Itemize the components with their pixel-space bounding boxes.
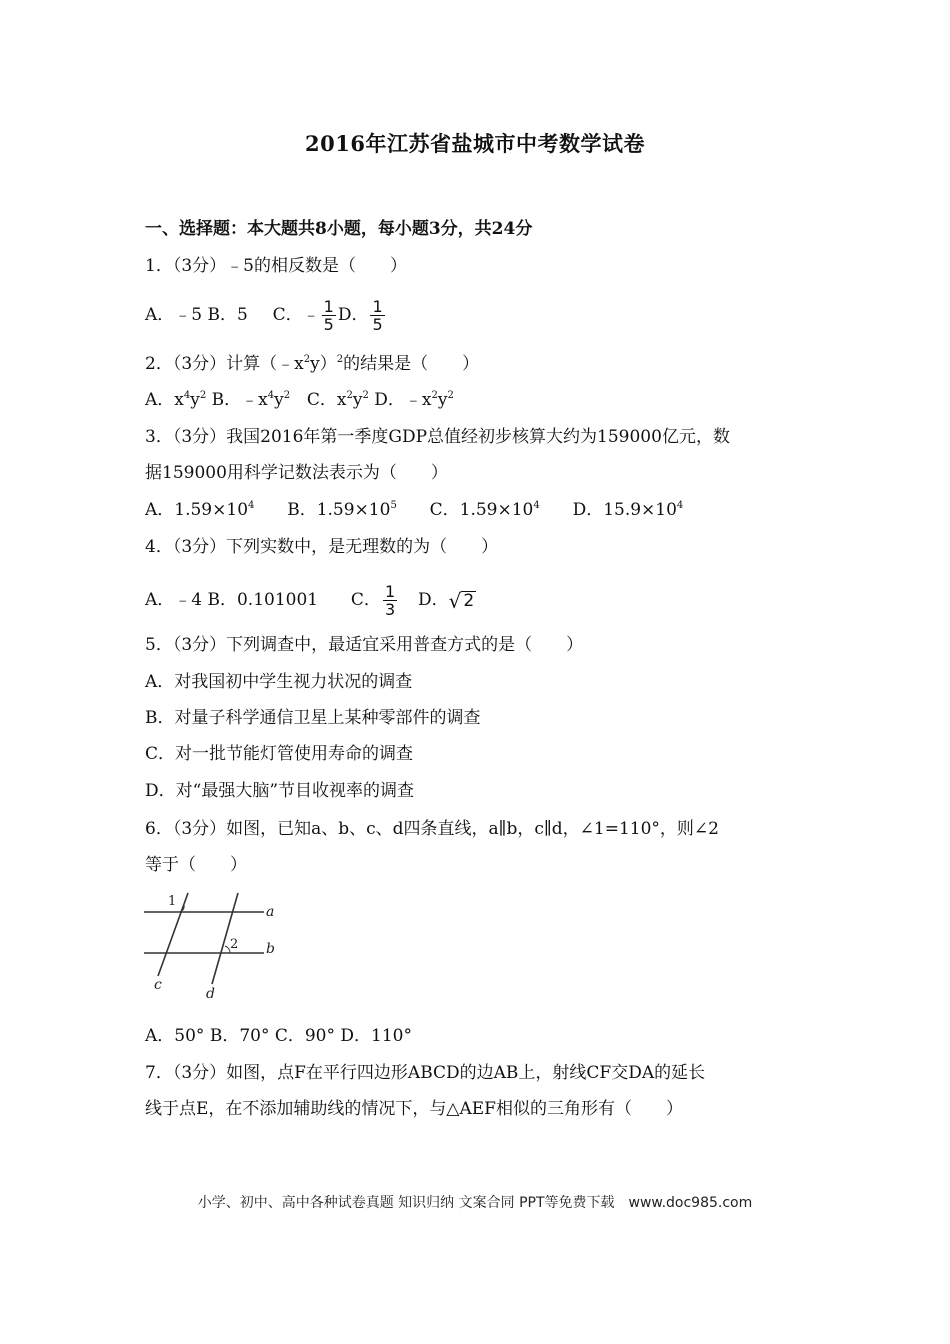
q1-option-d-prefix: D． — [337, 305, 369, 325]
question-1-stem: 1．（3分）﹣5的相反数是（ ） — [145, 256, 407, 276]
angle-2-label: 2 — [230, 937, 239, 952]
q1-option-c-prefix: C．﹣ — [272, 305, 320, 325]
question-7-stem-line2: 线于点E，在不添加辅助线的情况下，与△AEF相似的三角形有（ ） — [145, 1099, 683, 1119]
q3-option-b: B．$1.59\times 10^5$ — [287, 500, 397, 520]
question-3-options — [145, 498, 683, 522]
q2-option-c: C．$x^2y^2$ — [306, 390, 369, 410]
q5-option-d: D．对“最强大脑”节目收视率的调查 — [145, 781, 415, 801]
q4-option-d-prefix: D． — [417, 590, 449, 610]
fraction-denominator: 5 — [372, 315, 383, 334]
q4-option-d-sqrt — [448, 588, 477, 613]
q2-stem-part: 的结果是（ ） — [343, 354, 480, 374]
line-a-label: a — [266, 904, 275, 920]
q2-stem-part: 2．（3分）计算（﹣x — [145, 354, 304, 374]
q1-option-b: B．5 — [207, 305, 248, 325]
question-3-stem-line1: 3．（3分）我国2016年第一季度GDP总值经初步核算大约为159000亿元，数 — [145, 427, 730, 447]
q4-option-b: B．0.101001 — [207, 590, 319, 610]
q1-option-c-fraction — [322, 298, 336, 333]
q3-option-a: A．$1.59\times 10^4$ — [145, 500, 255, 520]
q3-option-d: D．$15.9\times 10^4$ — [572, 500, 684, 520]
page-title: 2016年江苏省盐城市中考数学试卷 — [305, 131, 645, 156]
line-c-label: c — [154, 977, 162, 993]
q1-option-a: A．﹣5 — [145, 305, 203, 325]
question-2-stem — [145, 352, 479, 376]
question-6-stem-line1: 6．（3分）如图，已知a、b、c、d四条直线，a∥b，c∥d，∠1=110°，则∠2 — [145, 819, 719, 839]
q4-option-a: A．﹣4 — [145, 590, 203, 610]
q4-option-c-prefix: C． — [350, 590, 381, 610]
q1-option-d-fraction — [370, 298, 384, 333]
question-1-options — [145, 298, 387, 333]
q6-option-c: C．90° — [274, 1026, 335, 1046]
q2-option-b: B．$﹣x^4y^2$ — [211, 390, 291, 410]
section-heading: 一、选择题：本大题共8小题，每小题3分，共24分 — [145, 219, 533, 239]
fraction-numerator: 1 — [384, 582, 396, 601]
exponent: 2 — [336, 354, 344, 365]
question-2-options — [145, 388, 454, 412]
fraction-numerator: 1 — [372, 297, 383, 316]
q5-option-c: C．对一批节能灯管使用寿命的调查 — [145, 744, 414, 764]
q5-option-b: B．对量子科学通信卫星上某种零部件的调查 — [145, 708, 481, 728]
question-3-stem-line2: 据159000用科学记数法表示为（ ） — [145, 463, 448, 483]
q6-option-a: A．50° — [145, 1026, 205, 1046]
q4-option-c-fraction — [383, 583, 397, 618]
page-footer: 小学、初中、高中各种试卷真题 知识归纳 文案合同 PPT等免费下载 www.doc985.com — [197, 1195, 753, 1211]
line-d-label: d — [206, 986, 215, 1002]
q2-stem-part: y） — [310, 354, 337, 374]
q2-option-a: A．$x^4y^2$ — [145, 390, 207, 410]
q6-option-b: B．70° — [209, 1026, 270, 1046]
question-7-stem-line1: 7．（3分）如图，点F在平行四边形ABCD的边AB上，射线CF交DA的延长 — [145, 1063, 706, 1083]
q2-option-d: D．$﹣x^2y^2$ — [374, 390, 454, 410]
q5-option-a: A．对我国初中学生视力状况的调查 — [145, 672, 413, 692]
radicand: 2 — [463, 590, 475, 611]
question-6-options — [145, 1024, 412, 1048]
fraction-denominator: 5 — [323, 315, 334, 334]
radical-sign-icon: √ — [448, 588, 462, 613]
question-6-stem-line2: 等于（ ） — [145, 855, 247, 875]
question-4-options — [145, 583, 476, 618]
angle-1-label: 1 — [168, 894, 177, 909]
q6-option-d: D．110° — [340, 1026, 412, 1046]
fraction-denominator: 3 — [384, 600, 396, 619]
fraction-numerator: 1 — [323, 297, 334, 316]
q3-option-c: C．$1.59\times 10^4$ — [429, 500, 540, 520]
question-4-stem: 4．（3分）下列实数中，是无理数的为（ ） — [145, 537, 499, 557]
parallel-lines-figure — [142, 888, 292, 1007]
exponent: 2 — [303, 354, 311, 365]
question-5-stem: 5．（3分）下列调查中，最适宜采用普查方式的是（ ） — [145, 635, 584, 655]
parallel-lines-diagram — [142, 888, 292, 1003]
line-b-label: b — [266, 941, 275, 957]
